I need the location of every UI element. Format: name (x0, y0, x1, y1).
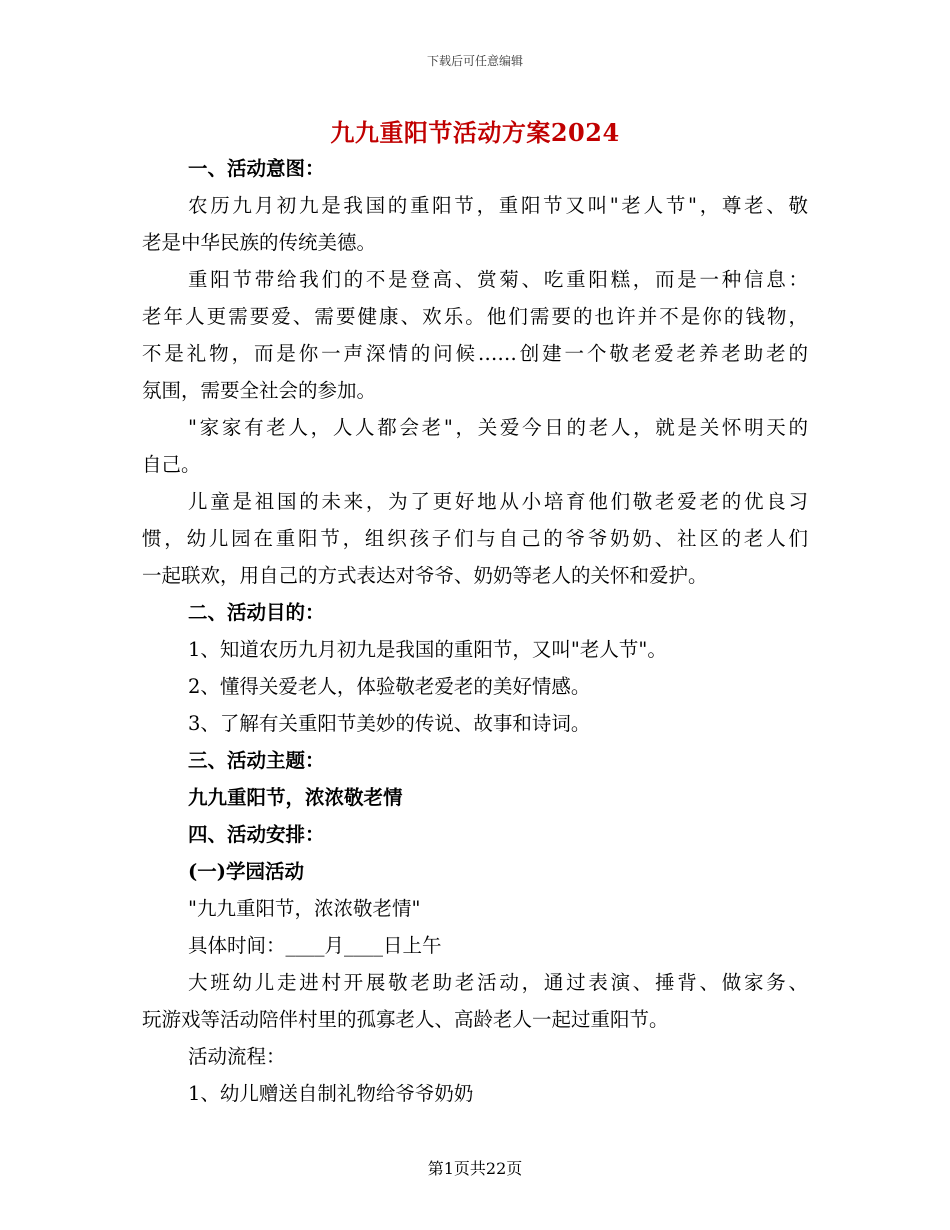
body-text-line: "九九重阳节，浓浓敬老情" (188, 897, 421, 920)
body-text-line: 活动流程： (188, 1045, 286, 1068)
body-text-line: 老年人更需要爱、需要健康、欢乐。他们需要的也许并不是你的钱物， (142, 305, 808, 328)
body-text-line: 大班幼儿走进村开展敬老助老活动，通过表演、捶背、做家务、 (188, 971, 808, 994)
body-text-line: 氛围，需要全社会的参加。 (142, 379, 377, 402)
body-text-line: 重阳节带给我们的不是登高、赏菊、吃重阳糕，而是一种信息： (188, 268, 808, 291)
body-text-line: 玩游戏等活动陪伴村里的孤寡老人、高龄老人一起过重阳节。 (142, 1008, 669, 1031)
body-text-line: "家家有老人，人人都会老"，关爱今日的老人，就是关怀明天的 (188, 416, 808, 439)
document-body (142, 150, 808, 1112)
section-heading: 二、活动目的： (188, 601, 325, 624)
body-text-line: 一起联欢，用自己的方式表达对爷爷、奶奶等老人的关怀和爱护。 (142, 564, 708, 587)
section-heading: 三、活动主题： (188, 749, 325, 772)
section-heading: (一)学园活动 (188, 860, 304, 883)
section-heading: 一、活动意图： (188, 157, 325, 180)
header-note: 下载后可任意编辑 (426, 54, 523, 68)
page-title: 九九重阳节活动方案2024 (330, 118, 620, 147)
body-text-line: 1、知道农历九月初九是我国的重阳节，又叫"老人节"。 (188, 638, 667, 661)
body-text-line: 2、懂得关爱老人，体验敬老爱老的美好情感。 (188, 675, 591, 698)
body-text-line: 不是礼物，而是你一声深情的问候……创建一个敬老爱老养老助老的 (142, 342, 808, 365)
section-heading: 九九重阳节，浓浓敬老情 (188, 786, 403, 809)
body-text-line: 儿童是祖国的未来，为了更好地从小培育他们敬老爱老的优良习 (188, 490, 808, 513)
body-text-line: 1、幼儿赠送自制礼物给爷爷奶奶 (188, 1082, 474, 1105)
body-text-line: 农历九月初九是我国的重阳节，重阳节又叫"老人节"，尊老、敬 (188, 194, 808, 217)
body-text-line: 惯，幼儿园在重阳节，组织孩子们与自己的爷爷奶奶、社区的老人们 (142, 527, 808, 550)
page-footer: 第1页共22页 (427, 1159, 523, 1178)
body-text-line: 老是中华民族的传统美德。 (142, 231, 377, 254)
body-text-line: 自己。 (142, 453, 201, 476)
section-heading: 四、活动安排： (188, 823, 325, 846)
body-text-line: 具体时间：____月____日上午 (188, 934, 442, 957)
body-text-line: 3、了解有关重阳节美妙的传说、故事和诗词。 (188, 712, 591, 735)
